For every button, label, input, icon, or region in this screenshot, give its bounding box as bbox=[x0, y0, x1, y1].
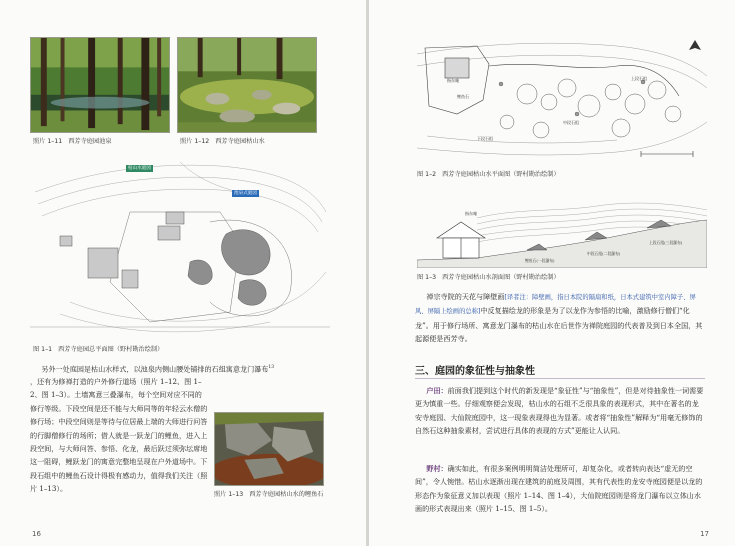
photo1-caption: 照片 1–11 西芳寺庭园池泉 bbox=[33, 138, 112, 145]
left-paragraph-body: ，还有为修禅打造的户外修行道场（照片 1–12、图 1–2、图 1–3）。土墙寓意三叠瀑布，每个空间对应不同的修行等级。下段空间是还不能与大师同等的年轻云水僧的修行场；中段空间则是等待与位居最上端的大师进行问答的行脚僧修行的场所；借人就是一跃龙门的鲤鱼，进入上段空间，与大师问答、参悟、化龙，最后跃过须弥坛席地这一阻碍，鲤跃龙门的寓意完整地呈现在户外道场中。下段石组中的鲤鱼石设计得极有感动力，值得我们关注（照片 1–13）。 bbox=[30, 377, 208, 494]
moss-garden-image bbox=[178, 38, 316, 132]
fig3-label-3: 上段石组(三段瀑布) bbox=[649, 240, 683, 245]
map-caption: 图 1–1 西芳寺庭园总平面图（野村勘治绘制） bbox=[33, 346, 164, 353]
speaker-toda: 户田： bbox=[426, 386, 448, 395]
photo-karesansui-garden bbox=[177, 37, 317, 133]
fig3-label-2: 中段石组(二段瀑布) bbox=[587, 251, 621, 256]
photo3-caption: 照片 1–13 西芳寺庭园枯山水的鲤鱼石 bbox=[214, 491, 324, 498]
fig2-label-3: 上段石组 bbox=[631, 76, 647, 81]
site-plan-map bbox=[30, 152, 330, 340]
map-label-chisen: 池泉式庭园 bbox=[234, 191, 257, 196]
fig2-label-1: 鲤鱼石 bbox=[457, 94, 469, 99]
translator-note: [译者注：障壁画，指日本院的隔扇和纸，日本式建筑中室内障子、屏风、屏隔上绘画的总称] bbox=[415, 294, 696, 316]
speaker-nomura: 野村： bbox=[426, 464, 448, 473]
site-plan-drawing bbox=[30, 152, 330, 340]
fig3-caption: 图 1–3 西芳寺庭园枯山水剖面图（野村勘治绘制） bbox=[417, 274, 560, 281]
fig3-label-1: 鲤鱼石(一段瀑布) bbox=[525, 258, 555, 263]
photo-chisen-garden bbox=[30, 37, 170, 133]
map-label-karesansui: 枯山水庭园 bbox=[128, 166, 151, 171]
section-divider bbox=[415, 378, 705, 379]
fig2-label-0: 指东庵 bbox=[447, 78, 459, 83]
fig2-label-2: 中段石组 bbox=[563, 120, 579, 125]
photo-carp-stone bbox=[214, 412, 324, 486]
fig3-label-0: 指东庵 bbox=[465, 211, 477, 216]
left-page bbox=[0, 0, 366, 546]
right-page bbox=[369, 0, 735, 546]
forest-pond-image bbox=[31, 38, 169, 132]
right-paragraph-3: 野村：确实如此，有很多案例明明简洁处理所可，却复杂化，或者转向表达“虚无的空间”，令人惋惜。枯山水逐渐出现在建筑的前庭及周围，其有代表性的龙安寺庭园便是以龙的形态作为象征意义加以表现（照片 1–14、图 1–4），大仙院庭园则是将龙门瀑布以立体山水画的形式表现出来（照片 1–15、图 1–5）。 bbox=[415, 464, 703, 514]
photo2-caption: 照片 1–12 西芳寺庭园枯山水 bbox=[180, 138, 265, 145]
page-number-left: 16 bbox=[32, 530, 41, 538]
right-paragraph-2: 户田：前面我们提到这个时代的新发现是“象征性”与“抽象性”，但是对待抽象性一词需要更为慎重一些。仔细观察便会发现，枯山水的石组不乏很具象的表现形式，其中在著名的龙安寺庭园、大仙院庭园中，这一现象表现得也为显著。或者将“抽象性”解释为“用毫无修饰的自然石这种抽象素材，尝试进行具体的表现的方式”更能让人认同。 bbox=[415, 386, 704, 436]
fig2-label-4: 下段石组 bbox=[477, 136, 493, 141]
fig2-caption: 图 1–2 西芳寺庭园枯山水平面图（野村勘治绘制） bbox=[417, 171, 560, 178]
karesansui-section-drawing bbox=[417, 198, 707, 268]
karesansui-section-figure bbox=[417, 198, 707, 268]
right-paragraph-1: 禅宗寺院的天花与障壁画[译者注：障壁画，指日本院的隔扇和纸，日本式建筑中室内障子、屏风、屏隔上绘画的总称]中反复描绘龙的形象是为了以龙作为参悟的比喻，激励修行僧们“化龙”。用于修行场所、寓意龙门瀑布的枯山水在后世作为禅院庭园的代表普及到日本全国，其起源便是西芳寺。 bbox=[415, 292, 703, 344]
section-title: 三、庭园的象征性与抽象性 bbox=[415, 366, 535, 377]
page-number-right: 17 bbox=[700, 530, 709, 538]
karesansui-plan-figure bbox=[417, 36, 707, 164]
carp-stone-image bbox=[215, 413, 323, 485]
left-paragraph-top: 另外一处庭园是枯山水样式，以池泉内侧山腰处铺排的石组寓意龙门瀑布$^{13}$ bbox=[41, 364, 275, 374]
karesansui-plan-drawing bbox=[417, 36, 707, 164]
